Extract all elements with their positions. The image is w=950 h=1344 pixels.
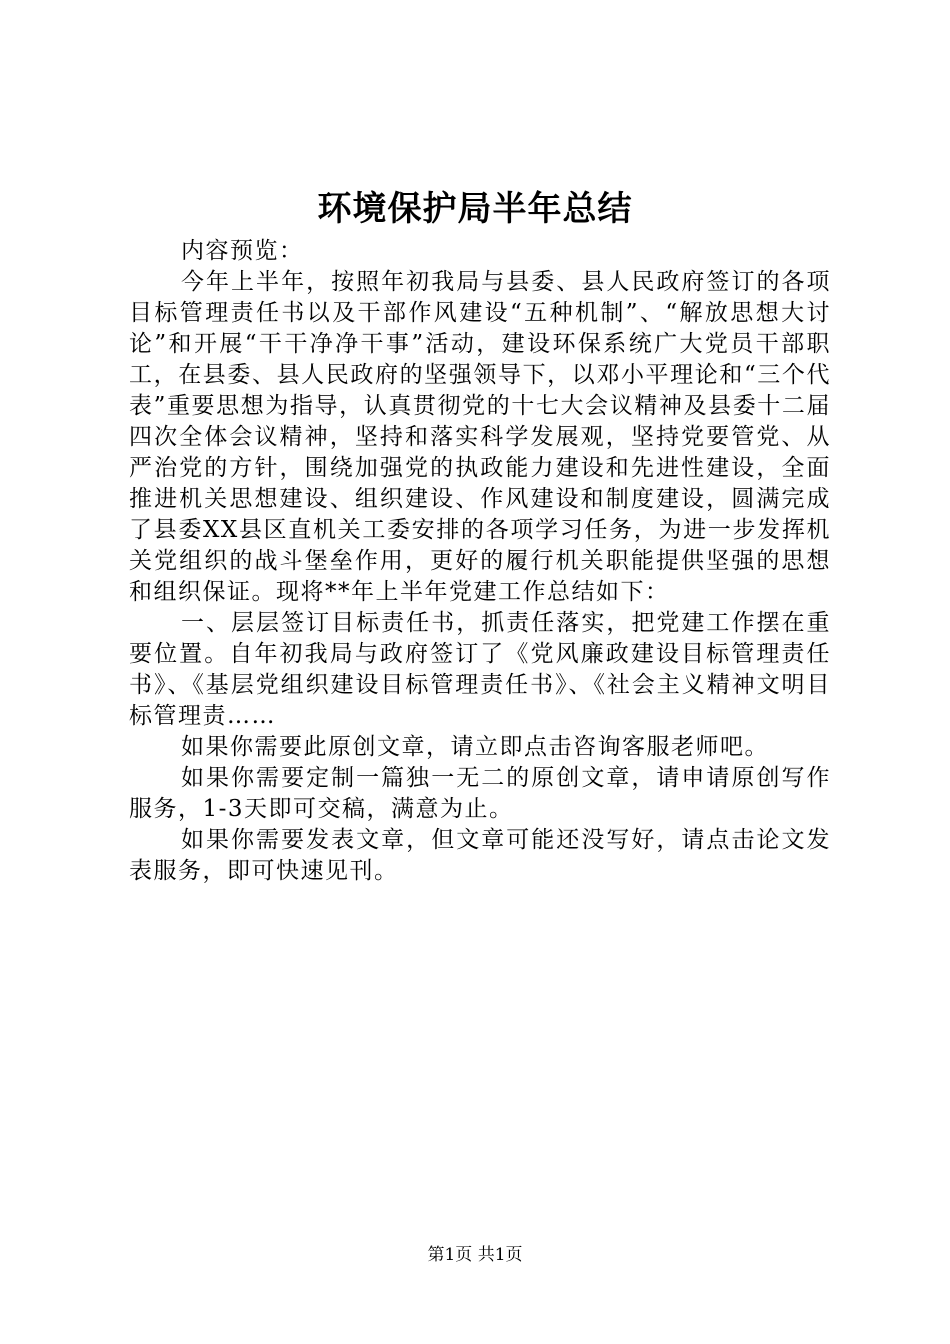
document-body (129, 236, 831, 887)
paragraph-contact-service: 如果你需要此原创文章，请立即点击咨询客服老师吧。 (181, 734, 769, 760)
page-footer: 第1页 共1页 (427, 1245, 523, 1265)
paragraph-custom-writing: 如果你需要定制一篇独一无二的原创文章，请申请原创写作服务，1-3天即可交稿，满意为止。 (129, 765, 831, 822)
paragraph-intro: 今年上半年，按照年初我局与县委、县人民政府签订的各项目标管理责任书以及干部作风建设“五种机制”、“解放思想大讨论”和开展“干干净净干事”活动，建设环保系统广大党员干部职工，在县委、县人民政府的坚强领导下，以邓小平理论和“三个代表”重要思想为指导，认真贯彻党的十七大会议精神及县委十二届四次全体会议精神，坚持和落实科学发展观，坚持党要管党、从严治党的方针，围绕加强党的执政能力建设和先进性建设，全面推进机关思想建设、组织建设、作风建设和制度建设，圆满完成了县委XX县区直机关工委安排的各项学习任务，为进一步发挥机关党组织的战斗堡垒作用，更好的履行机关职能提供坚强的思想和组织保证。现将**年上半年党建工作总结如下： (129, 269, 831, 605)
document-title: 环境保护局半年总结 (317, 189, 633, 229)
paragraph-publish-service: 如果你需要发表文章，但文章可能还没写好，请点击论文发表服务，即可快速见刊。 (129, 827, 831, 884)
paragraph-preview-label: 内容预览： (181, 238, 304, 264)
paragraph-section-one: 一、层层签订目标责任书，抓责任落实，把党建工作摆在重要位置。自年初我局与政府签订了《党风廉政建设目标管理责任书》、《基层党组织建设目标管理责任书》、《社会主义精神文明目标管理责…… (129, 610, 831, 729)
